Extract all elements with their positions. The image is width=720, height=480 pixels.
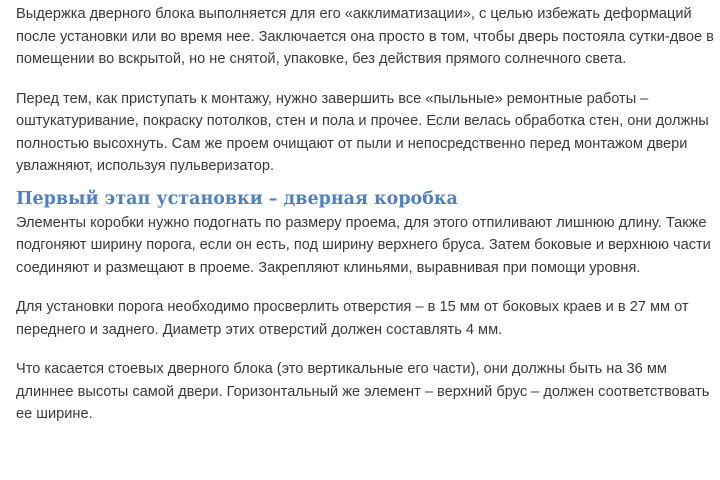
paragraph-threshold-holes: Для установки порога необходимо просверлить отверстия – в 15 мм от боковых краев и в 27 мм от переднего и заднего. Диаметр этих отверстий должен составлять 4 мм. (16, 299, 689, 338)
paragraph-posts-length: Что касается стоевых дверного блока (это вертикальные его части), они должны быть на 36 мм длиннее высоты самой двери. Горизонтальный же элемент – верхний брус – должен соответствовать ее ширине. (16, 361, 710, 422)
paragraph-preparation: Перед тем, как приступать к монтажу, нужно завершить все «пыльные» ремонтные работы – оштукатуривание, покраску потолков, стен и пола и прочее. Если велась обработка стен, они должны полностью высохнуть. Сам же проем очищают от пыли и непосредственно перед монтажом двери увлажняют, используя пульверизатор. (16, 90, 709, 174)
document-body (16, 3, 716, 426)
section-heading: Первый этап установки – дверная коробка (16, 188, 458, 209)
paragraph-frame-fitting: Элементы коробки нужно подогнать по размеру проема, для этого отпиливают лишнюю длину. Также подгоняют ширину порога, если он есть, под ширину верхнего бруса. Затем боковые и верхнюю части соединяют и размещают в проеме. Закрепляют клиньями, выравнивая при помощи уровня. (16, 214, 711, 276)
paragraph-acclimatization: Выдержка дверного блока выполняется для его «акклиматизации», с целью избежать деформаций после установки или во время нее. Заключается она просто в том, чтобы дверь постояла сутки-двое в помещении во вскрытой, но не снятой, упаковке, без действия прямого солнечного света. (16, 6, 714, 67)
